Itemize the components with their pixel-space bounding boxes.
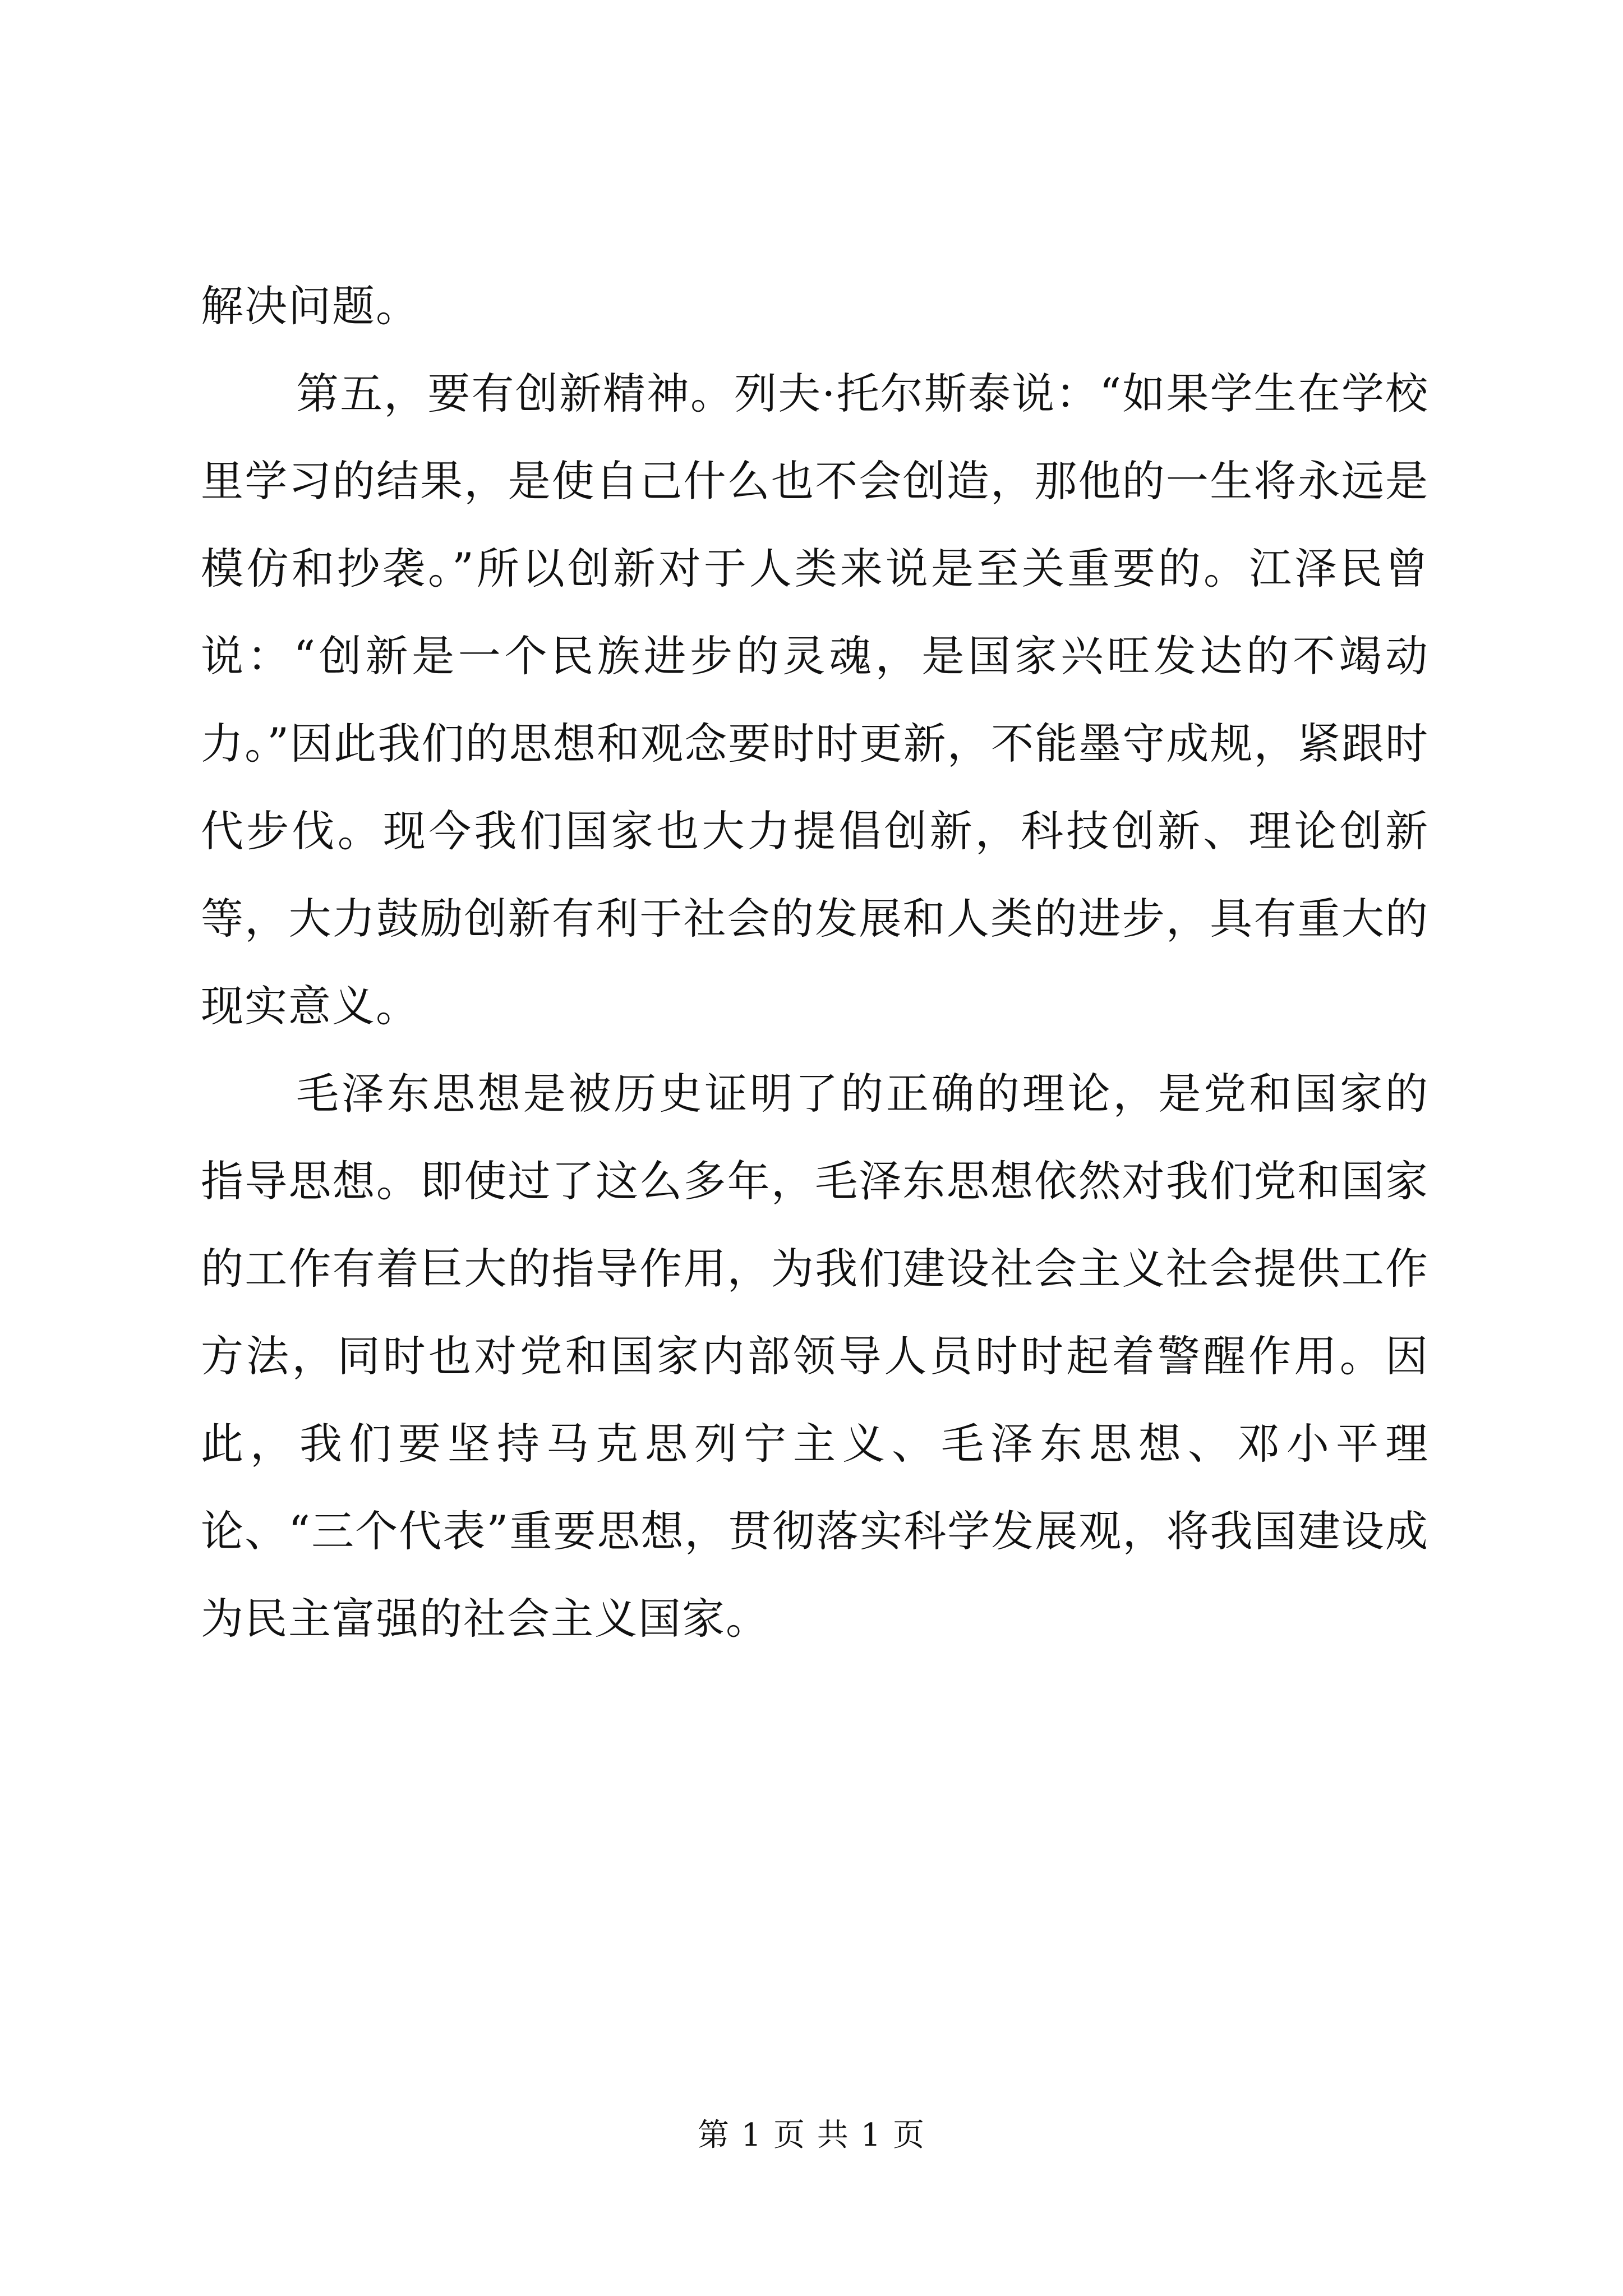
document-body <box>201 263 1429 1663</box>
page-number-footer: 第 1 页 共 1 页 <box>697 2117 926 2154</box>
paragraph-continuation: 解决问题。 <box>201 281 419 331</box>
paragraph-mao-thought: 毛泽东思想是被历史证明了的正确的理论，是党和国家的指导思想。即使过了这么多年，毛泽东思想依然对我们党和国家的工作有着巨大的指导作用，为我们建设社会主义社会提供工作方法，同时也对党和国家内部领导人员时时起着警醒作用。因此，我们要坚持马克思列宁主义、毛泽东思想、邓小平理论、“三个代表”重要思想，贯彻落实科学发展观，将我国建设成为民主富强的社会主义国家。 <box>201 1069 1429 1644</box>
paragraph-innovation: 第五，要有创新精神。列夫·托尔斯泰说：“如果学生在学校里学习的结果，是使自己什么也不会创造，那他的一生将永远是模仿和抄袭。”所以创新对于人类来说是至关重要的。江泽民曾说：“创新是一个民族进步的灵魂，是国家兴旺发达的不竭动力。”因此我们的思想和观念要时时更新，不能墨守成规，紧跟时代步伐。现今我们国家也大力提倡创新，科技创新、理论创新等，大力鼓励创新有利于社会的发展和人类的进步，具有重大的现实意义。 <box>201 369 1429 1031</box>
